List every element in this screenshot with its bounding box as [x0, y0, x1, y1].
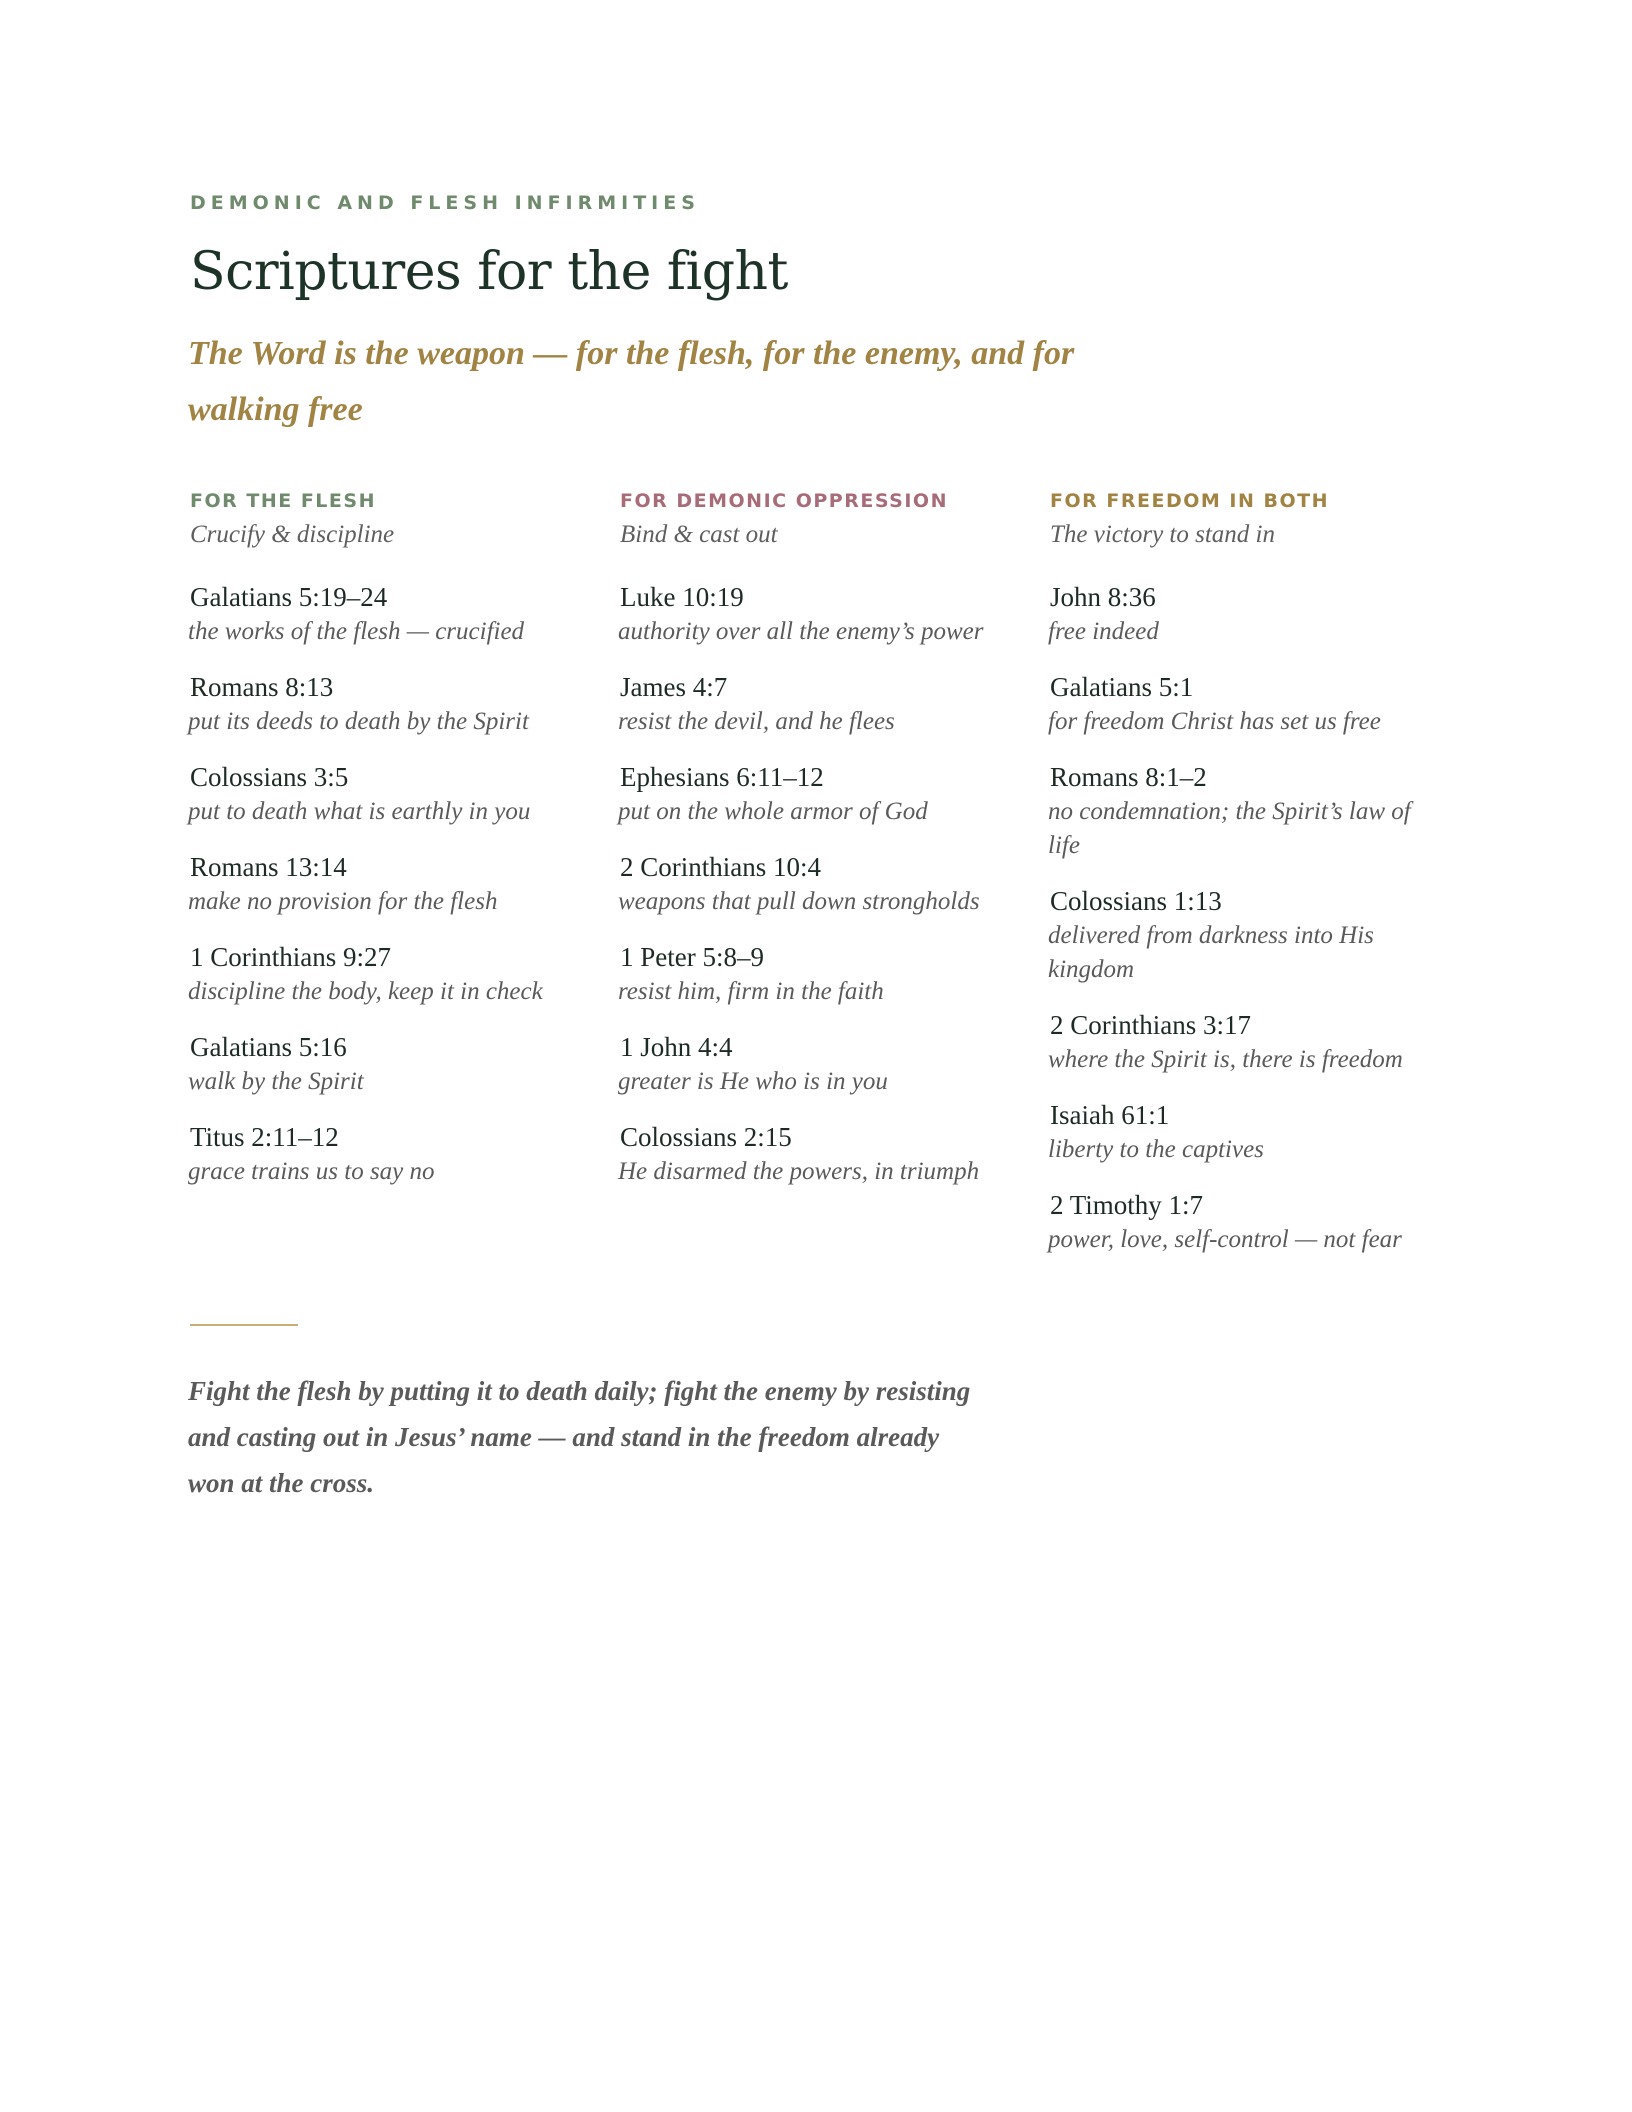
verse-reference: Luke 10:19	[620, 582, 744, 612]
verse-note: the works of the flesh — crucified	[188, 618, 525, 645]
verse-list	[190, 580, 620, 1189]
verse-note: liberty to the captives	[1048, 1136, 1264, 1163]
section-eyebrow: DEMONIC AND FLESH INFIRMITIES	[190, 192, 700, 214]
verse-note: put to death what is earthly in you	[188, 798, 531, 825]
verse-item	[620, 760, 985, 829]
verse-reference: Colossians 2:15	[620, 1122, 792, 1152]
verse-note: walk by the Spirit	[188, 1068, 364, 1095]
verse-item	[190, 850, 555, 919]
verse-item	[620, 940, 985, 1009]
verse-reference: Romans 8:13	[190, 672, 334, 702]
verse-reference: 1 Peter 5:8–9	[620, 942, 764, 972]
verse-item	[1050, 1098, 1415, 1167]
verse-item	[190, 1030, 555, 1099]
column-title: FOR THE FLESH	[190, 490, 376, 512]
verse-note: free indeed	[1048, 618, 1159, 645]
column-title: FOR DEMONIC OPPRESSION	[620, 490, 948, 512]
verse-reference: John 8:36	[1050, 582, 1156, 612]
verse-item	[620, 850, 985, 919]
verse-note: He disarmed the powers, in triumph	[618, 1158, 980, 1185]
verse-note: resist him, firm in the faith	[618, 978, 884, 1005]
verse-reference: Galatians 5:19–24	[190, 582, 388, 612]
column-freedom	[1050, 488, 1480, 1278]
page-title: Scriptures for the fight	[190, 242, 788, 302]
verse-item	[620, 580, 985, 649]
verse-item	[190, 1120, 555, 1189]
verse-item	[620, 1030, 985, 1099]
verse-reference: Galatians 5:1	[1050, 672, 1194, 702]
column-title: FOR FREEDOM IN BOTH	[1050, 490, 1329, 512]
verse-reference: 2 Timothy 1:7	[1050, 1190, 1204, 1220]
verse-note: power, love, self-control — not fear	[1048, 1226, 1402, 1253]
closing-statement: Fight the flesh by putting it to death daily; fight the enemy by resisting and casting out in Jesus’ name — and stand in the freedom already won at the cross.	[188, 1376, 971, 1498]
verse-reference: Colossians 3:5	[190, 762, 349, 792]
verse-reference: Romans 13:14	[190, 852, 347, 882]
page-subtitle: The Word is the weapon — for the flesh, for the enemy, and for walking free	[188, 335, 1075, 428]
verse-note: grace trains us to say no	[188, 1158, 435, 1185]
verse-note: discipline the body, keep it in check	[188, 978, 543, 1005]
verse-reference: Titus 2:11–12	[190, 1122, 339, 1152]
column-demonic-oppression	[620, 488, 1050, 1278]
verse-note: resist the devil, and he flees	[618, 708, 895, 735]
verse-item	[1050, 670, 1415, 739]
verse-item	[190, 760, 555, 829]
verse-item	[1050, 884, 1415, 987]
verse-reference: Colossians 1:13	[1050, 886, 1222, 916]
verse-reference: 2 Corinthians 3:17	[1050, 1010, 1251, 1040]
column-flesh	[190, 488, 620, 1278]
verse-reference: Galatians 5:16	[190, 1032, 347, 1062]
verse-item	[1050, 1008, 1415, 1077]
verse-item	[1050, 760, 1415, 863]
scripture-columns	[190, 488, 1440, 1278]
verse-item	[190, 580, 555, 649]
document-page	[190, 190, 1440, 1506]
verse-note: for freedom Christ has set us free	[1048, 708, 1381, 735]
verse-note: make no provision for the flesh	[188, 888, 498, 915]
verse-note: no condemnation; the Spirit’s law of life	[1048, 798, 1411, 859]
verse-reference: Ephesians 6:11–12	[620, 762, 824, 792]
column-subtitle: Crucify & discipline	[190, 521, 395, 548]
verse-reference: 1 John 4:4	[620, 1032, 733, 1062]
verse-reference: 2 Corinthians 10:4	[620, 852, 821, 882]
verse-note: where the Spirit is, there is freedom	[1048, 1046, 1403, 1073]
verse-item	[1050, 1188, 1415, 1257]
column-subtitle: The victory to stand in	[1050, 521, 1275, 548]
verse-item	[620, 1120, 985, 1189]
verse-note: delivered from darkness into His kingdom	[1048, 922, 1374, 983]
verse-note: authority over all the enemy’s power	[618, 618, 984, 645]
verse-item	[190, 670, 555, 739]
verse-reference: 1 Corinthians 9:27	[190, 942, 391, 972]
verse-note: greater is He who is in you	[618, 1068, 888, 1095]
verse-note: put its deeds to death by the Spirit	[188, 708, 529, 735]
verse-item	[1050, 580, 1415, 649]
verse-list	[620, 580, 1050, 1189]
verse-reference: Isaiah 61:1	[1050, 1100, 1170, 1130]
verse-item	[620, 670, 985, 739]
verse-note: put on the whole armor of God	[618, 798, 928, 825]
verse-reference: Romans 8:1–2	[1050, 762, 1207, 792]
verse-note: weapons that pull down strongholds	[618, 888, 980, 915]
verse-reference: James 4:7	[620, 672, 728, 702]
verse-list	[1050, 580, 1480, 1257]
section-divider	[190, 1324, 298, 1326]
column-subtitle: Bind & cast out	[620, 521, 778, 548]
verse-item	[190, 940, 555, 1009]
